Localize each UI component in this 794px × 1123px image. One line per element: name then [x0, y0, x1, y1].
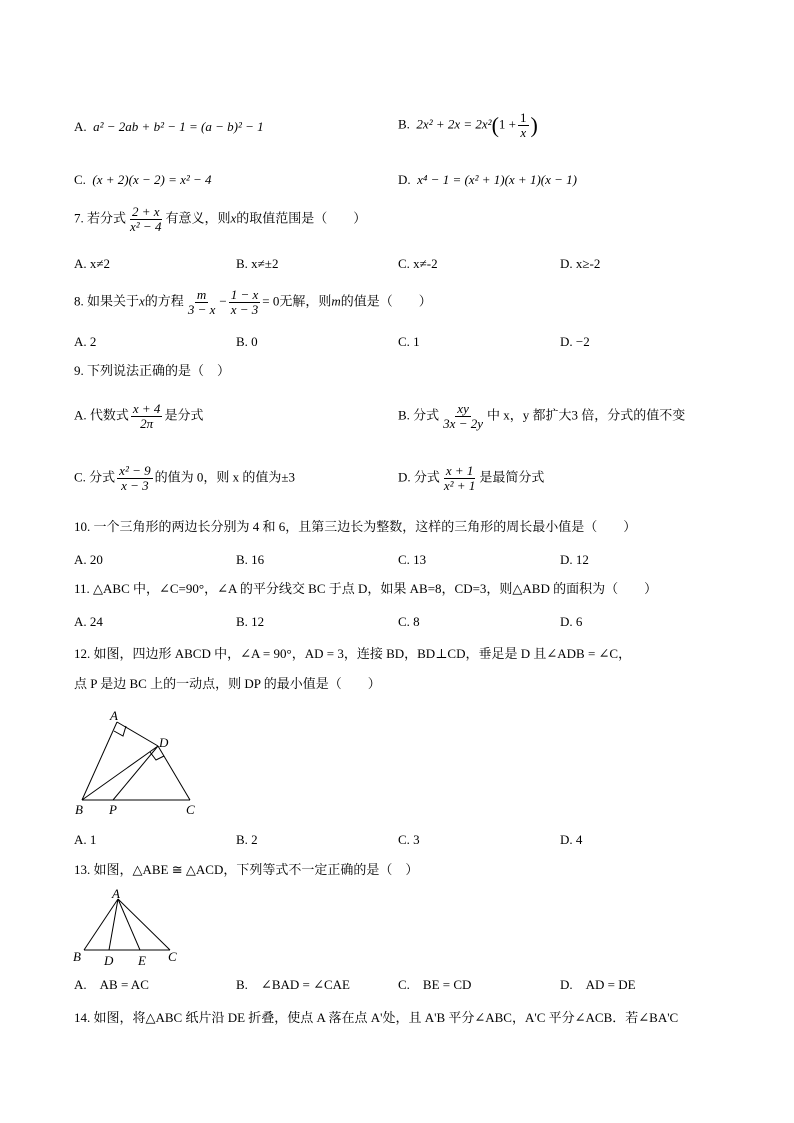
q6-option-c: C. (x + 2)(x − 2) = x² − 4: [74, 172, 212, 187]
q13-label-a: A: [112, 886, 120, 901]
q9-option-c: C. 分式 $\frac{\text{x² − 9}}{x - 3}$ 的值为 0，则 x 的值为±3: [74, 463, 296, 493]
q11-option-a: A. 24: [74, 614, 103, 629]
q6-option-d: D. x⁴ − 1 = (x² + 1)(x + 1)(x − 1): [398, 172, 577, 187]
q10-option-c: C. 13: [398, 552, 427, 567]
q12-option-b: B. 2: [236, 832, 258, 847]
q13-option-c: C. BE = CD: [398, 977, 472, 992]
q8-option-d: D. −2: [560, 334, 590, 349]
q13-stem: 13. 如图，△ABE ≅ △ACD，下列等式不一定正确的是（ ）: [74, 862, 419, 877]
q12-stem-line2: 点 P 是边 BC 上的一动点，则 DP 的最小值是（ ）: [74, 676, 381, 691]
q13-option-a: A. AB = AC: [74, 977, 149, 992]
q13-label-b: B: [73, 949, 81, 964]
q12-label-p: P: [109, 802, 117, 817]
q9-stem: 9. 下列说法正确的是（ ）: [74, 363, 231, 378]
q13-label-e: E: [138, 953, 146, 968]
q14-stem: 14. 如图，将△ABC 纸片沿 DE 折叠，使点 A 落在点 A'处，且 A'B 平分∠ABC，A'C 平分∠ACB．若∠BA'C: [74, 1010, 679, 1025]
q9-option-b: B. 分式 $\frac{xy}{3x - 2y}$ 中 x，y 都扩大3 倍，分式的值不变: [398, 401, 686, 431]
q11-option-d: D. 6: [560, 614, 583, 629]
q12-option-d: D. 4: [560, 832, 583, 847]
q12-label-d: D: [159, 735, 169, 750]
q12-figure: [70, 705, 210, 820]
q10-option-b: B. 16: [236, 552, 265, 567]
q13-label-d: D: [104, 953, 114, 968]
q13-label-c: C: [168, 949, 177, 964]
q12-label-a: A: [110, 708, 118, 723]
q11-option-b: B. 12: [236, 614, 265, 629]
q8-stem: 8. 如果关于x的方程 $\frac{m}{3 - x}$ − $\frac{1 - x}{x - 3}$ = 0无解，则m的值是（ ）: [74, 287, 432, 317]
q8-option-a: A. 2: [74, 334, 97, 349]
q12-label-c: C: [186, 802, 195, 817]
q12-option-a: A. 1: [74, 832, 97, 847]
q13-option-b: B. ∠BAD = ∠CAE: [236, 977, 350, 992]
q7-stem: 7. 若分式 $\frac{2 + x}{\text{x² − 4}}$ 有意义，则x的取值范围是（ ）: [74, 204, 367, 234]
q6-option-a: A. a² − 2ab + b² − 1 = (a − b)² − 1: [74, 119, 264, 134]
q13-option-d: D. AD = DE: [560, 977, 636, 992]
q9-option-d: D. 分式 $\frac{x + 1}{\text{x² + 1}}$ 是最简分式: [398, 463, 545, 493]
q6-option-b: B. 2x² + 2x = 2x²(1 + $\frac{1}{x}$ ): [398, 110, 538, 140]
q7-option-b: B. x≠±2: [236, 256, 279, 271]
q7-option-d: D. x≥-2: [560, 256, 601, 271]
q9-option-a: A. 代数式 $\frac{x + 4}{2\pi}$ 是分式: [74, 401, 204, 431]
q10-option-a: A. 20: [74, 552, 103, 567]
q12-stem-line1: 12. 如图，四边形 ABCD 中，∠A = 90°，AD = 3，连接 BD，BD⊥CD，垂足是 D 且∠ADB = ∠C，: [74, 646, 632, 661]
q10-option-d: D. 12: [560, 552, 589, 567]
q11-option-c: C. 8: [398, 614, 420, 629]
q10-stem: 10. 一个三角形的两边长分别为 4 和 6，且第三边长为整数，这样的三角形的周长最小值是（ ）: [74, 519, 637, 534]
q11-stem: 11. △ABC 中，∠C=90°，∠A 的平分线交 BC 于点 D，如果 AB=8，CD=3，则△ABD 的面积为（ ）: [74, 581, 658, 596]
q13-figure: [70, 886, 190, 968]
q7-option-a: A. x≠2: [74, 256, 111, 271]
q8-option-b: B. 0: [236, 334, 258, 349]
q8-option-c: C. 1: [398, 334, 420, 349]
q12-option-c: C. 3: [398, 832, 420, 847]
q12-label-b: B: [75, 802, 83, 817]
q7-option-c: C. x≠-2: [398, 256, 438, 271]
